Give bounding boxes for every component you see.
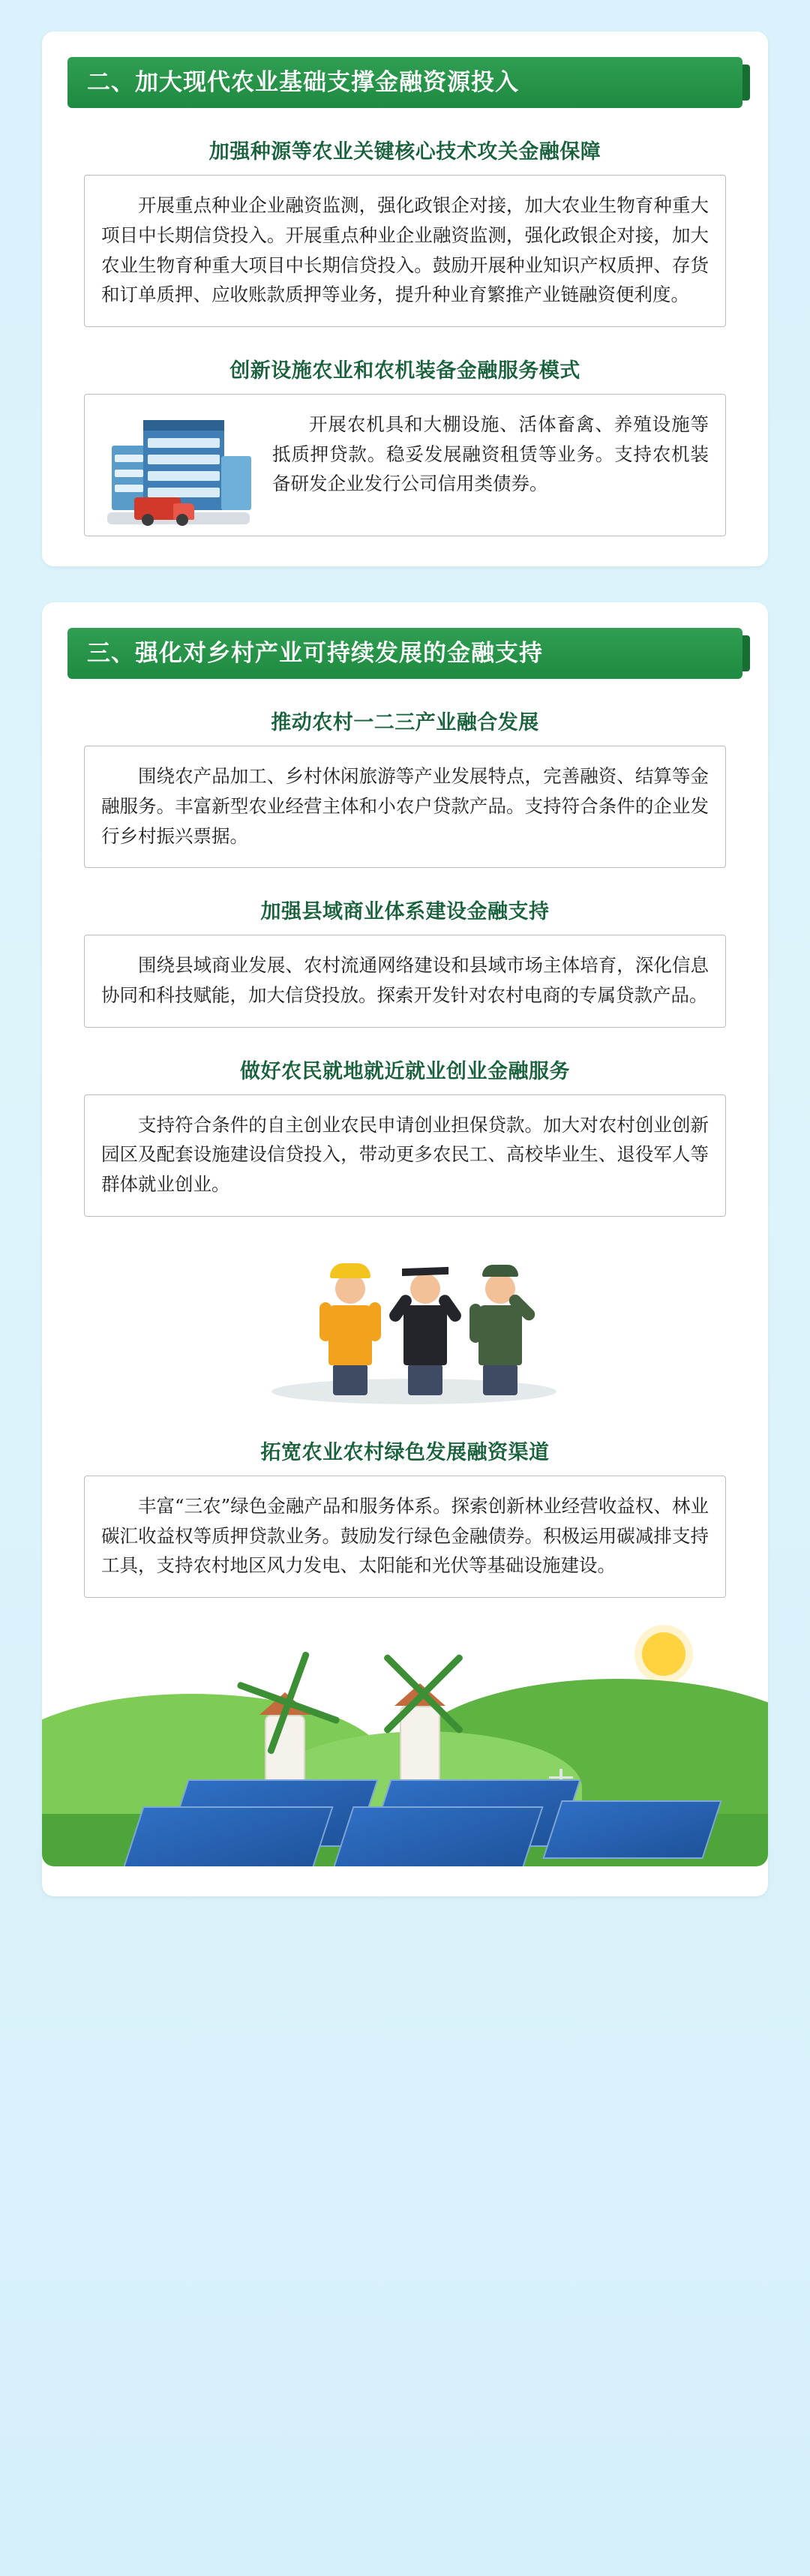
section-card-2 [42, 32, 768, 566]
block-body-3-4 [84, 1476, 726, 1598]
solar-panel-4 [331, 1806, 543, 1866]
block-title-2-2: 创新设施农业和农机装备金融服务模式 [230, 359, 580, 383]
block-text-3-4: 丰富“三农”绿色金融产品和服务体系。探索创新林业经营收益权、林业碳汇收益权等质押贷款业务。鼓励发行绿色金融债券。积极运用碳减排支持工具，支持农村地区风力发电、太阳能和光伏等基础设施建设。 [101, 1494, 709, 1577]
person-worker-icon [309, 1263, 392, 1395]
block-text-3-1: 围绕农产品加工、乡村休闲旅游等产业发展特点，完善融资、结算等金融服务。丰富新型农业经营主体和小农户贷款产品。支持符合条件的企业发行乡村振兴票据。 [101, 765, 709, 847]
block-body-3-2 [84, 935, 726, 1027]
block-body-2-2 [84, 394, 726, 536]
section-banner-title-2: 二、加大现代农业基础支撑金融资源投入 [87, 69, 519, 95]
block-text-2-2: 开展农机具和大棚设施、活体畜禽、养殖设施等抵质押贷款。稳妥发展融资租赁等业务。支持农机装备研发企业发行公司信用类债券。 [272, 413, 709, 495]
section-banner-2 [68, 57, 742, 108]
block-text-3-2: 围绕县域商业发展、农村流通网络建设和县域市场主体培育，深化信息协同和科技赋能，加大信贷投放。探索开发针对农村电商的专属贷款产品。 [101, 954, 709, 1007]
factory-building-truck-icon [101, 407, 259, 530]
block-title-3-4: 拓宽农业农村绿色发展融资渠道 [260, 1440, 550, 1464]
section-banner-title-3: 三、强化对乡村产业可持续发展的金融支持 [87, 640, 543, 667]
three-people-worker-graduate-soldier-icon [84, 1236, 726, 1409]
block-title-3-1: 推动农村一二三产业融合发展 [271, 711, 539, 734]
person-soldier-icon [459, 1265, 542, 1395]
block-title-3-3: 做好农民就地就近就业创业金融服务 [240, 1059, 570, 1082]
block-title-2-1: 加强种源等农业关键核心技术攻关金融保障 [208, 140, 602, 164]
block-title-3-2: 加强县域商业体系建设金融支持 [260, 900, 550, 923]
person-graduate-icon [384, 1268, 466, 1395]
solar-panel-5 [542, 1800, 722, 1859]
windmill-icon-2 [394, 1683, 446, 1788]
block-body-3-3 [84, 1094, 726, 1217]
block-body-2-1 [84, 175, 726, 327]
sun-icon [642, 1632, 686, 1676]
solar-panel-3 [121, 1806, 333, 1866]
block-text-2-1: 开展重点种业企业融资监测，强化政银企对接，加大农业生物育种重大项目中长期信贷投入。开展重点种业企业融资监测，强化政银企对接，加大农业生物育种重大项目中长期信贷投入。鼓励开展种业知识产权质押、存货和订单质押、应收账款质押等业务，提升种业育繁推产业链融资便利度。 [101, 194, 709, 306]
windmill-solar-farm-icon [42, 1619, 768, 1866]
section-card-3 [42, 602, 768, 1896]
section-banner-3 [68, 628, 742, 679]
block-body-3-1 [84, 746, 726, 868]
block-text-3-3: 支持符合条件的自主创业农民申请创业担保贷款。加大对农村创业创新园区及配套设施建设信贷投入，带动更多农民工、高校毕业生、退役军人等群体就业创业。 [101, 1113, 709, 1196]
